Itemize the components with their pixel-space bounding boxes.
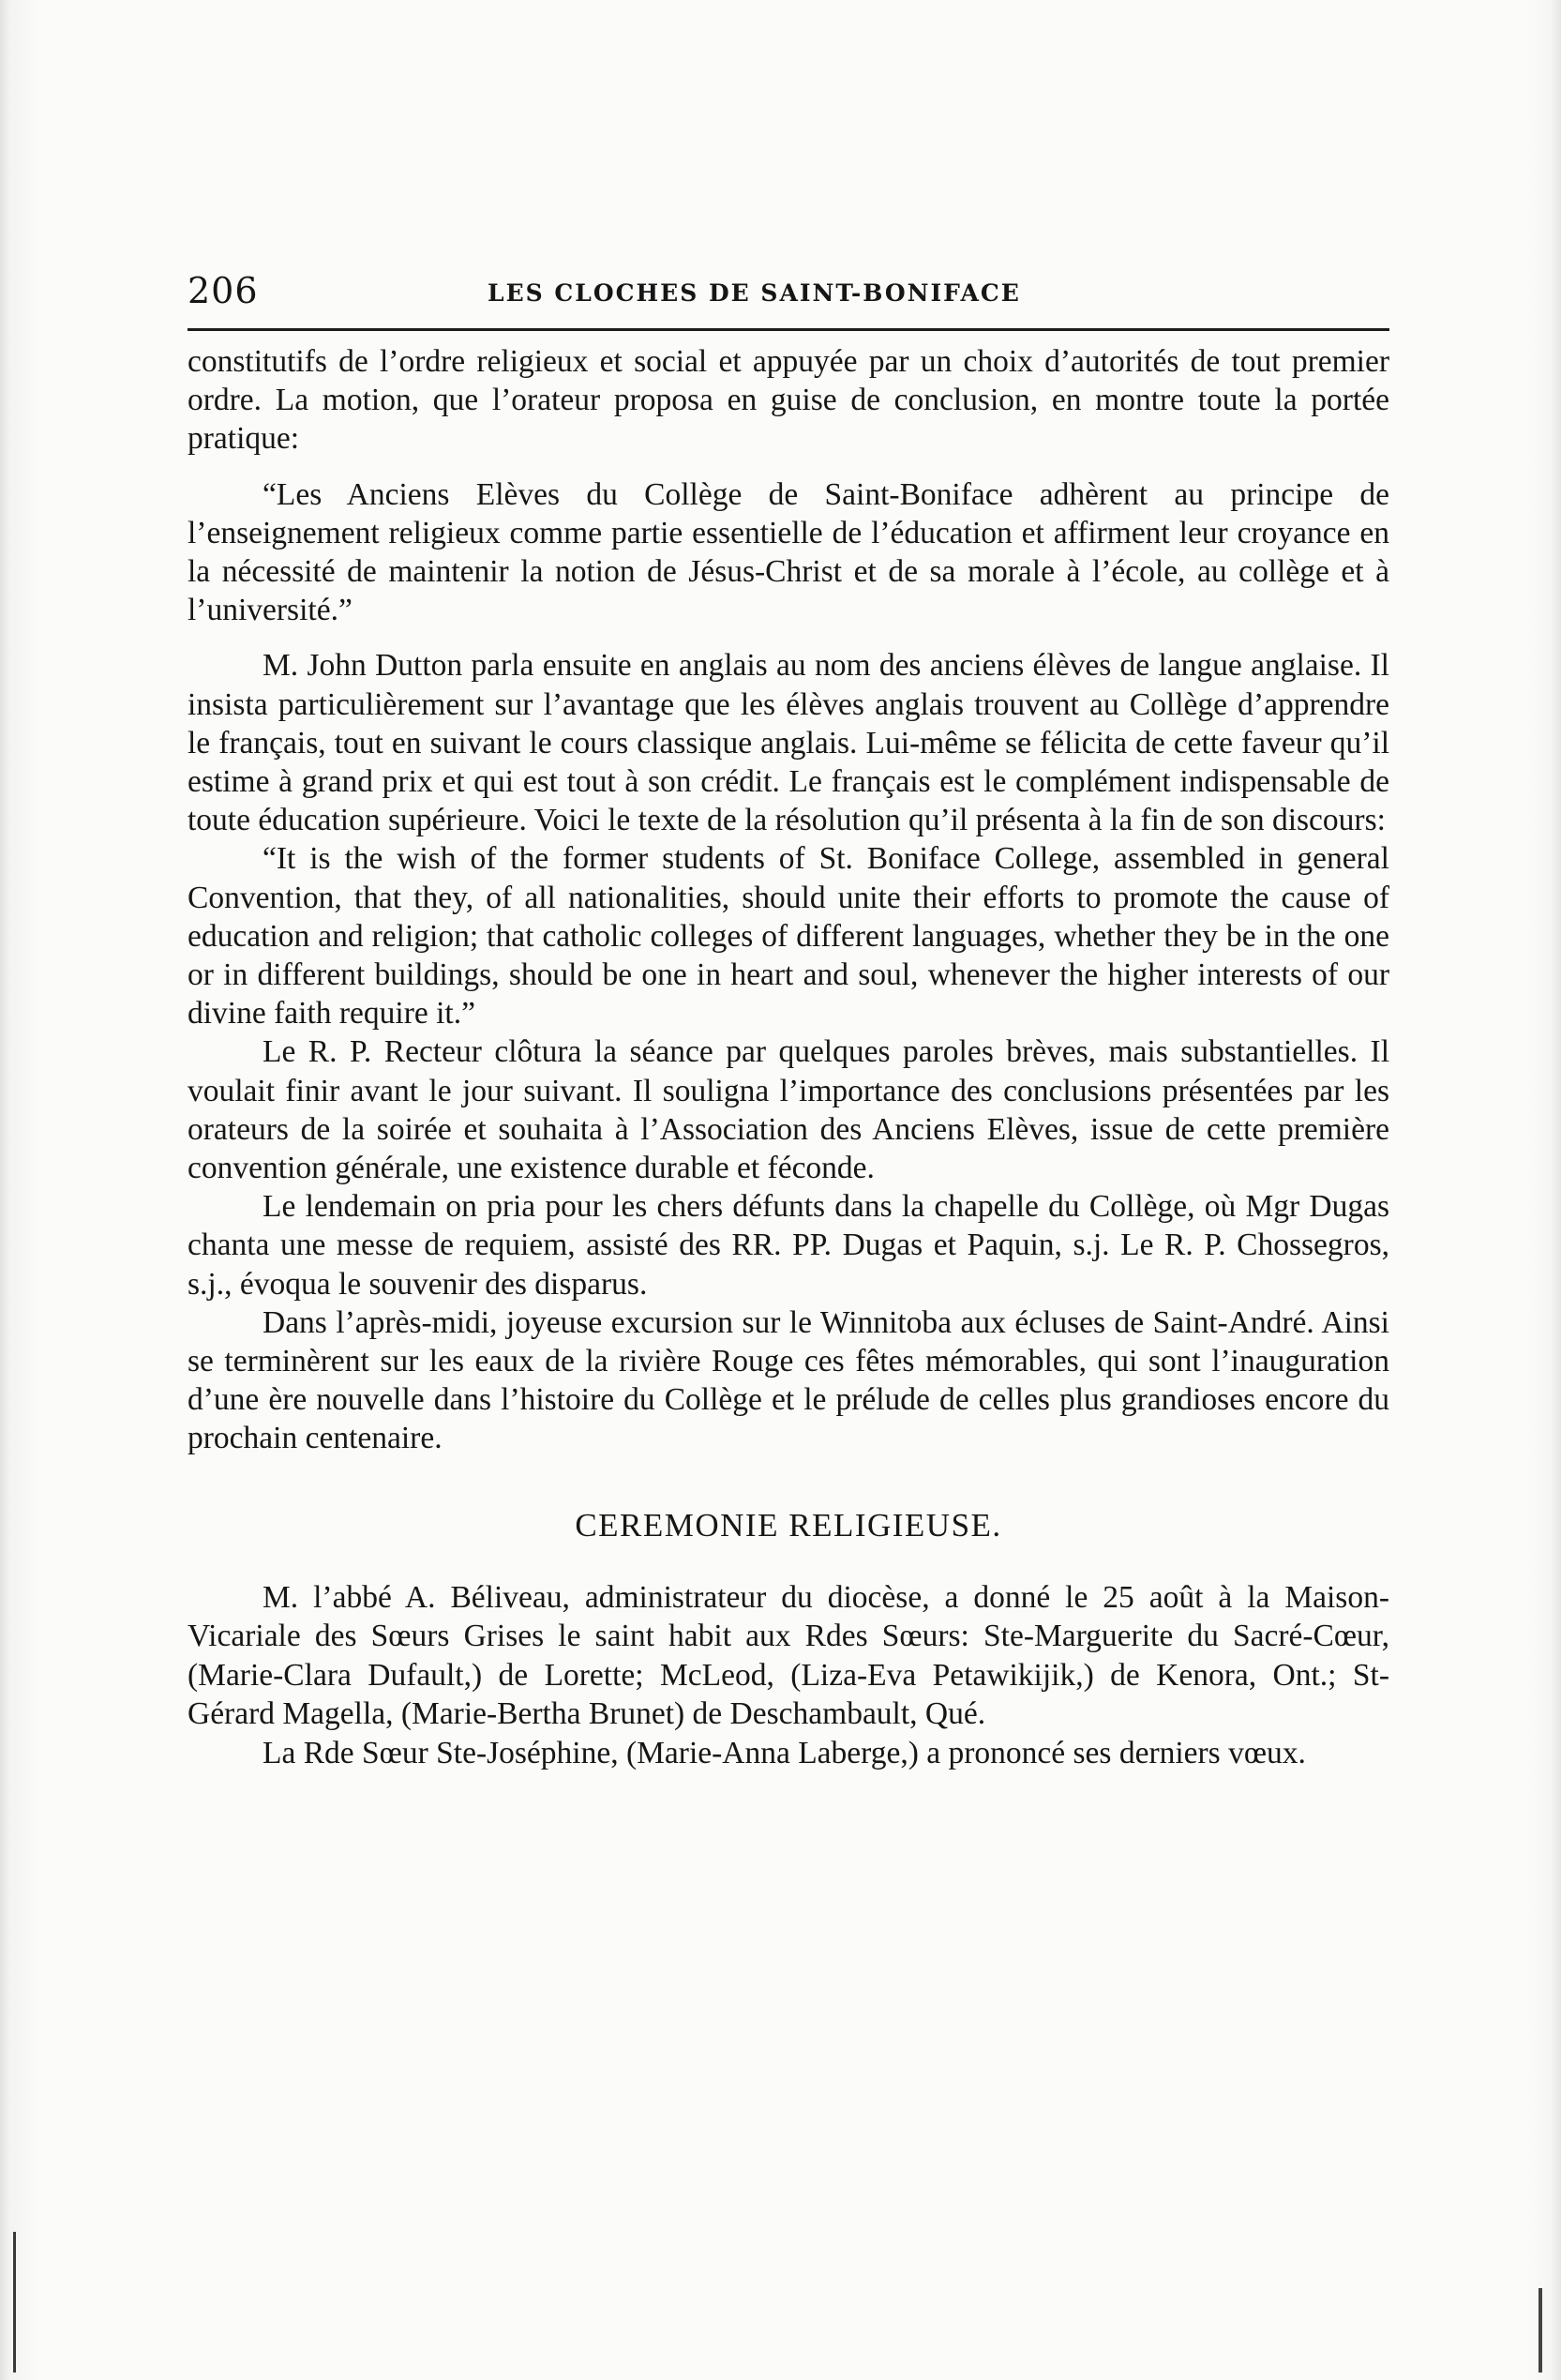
paragraph: M. John Dutton parla ensuite en anglais au nom des anciens élèves de langue anglaise. Il insista particulièrement sur l’avantage que les élèves anglais trouvent au Collège d’apprendre le français, tout en suivant le cours classique anglais. Lui-même se félicita de cette faveur qu’il estime à grand prix et qui est tout à son crédit. Le français est le complément indispensable de toute éducation supérieure. Voici le texte de la résolution qu’il présenta à la fin de son discours: <box>188 648 1389 838</box>
scan-artifact-right <box>1538 2288 1542 2372</box>
section-title: CEREMONIE RELIGIEUSE. <box>575 1506 1002 1544</box>
paragraph: constitutifs de l’ordre religieux et social et appuyée par un choix d’autorités de tout premier ordre. La motion, que l’orateur proposa en guise de conclusion, en montre toute la portée pratique: <box>188 344 1389 457</box>
main-text <box>188 342 1389 1458</box>
page-number: 206 <box>188 270 259 311</box>
book-page <box>188 263 1389 1772</box>
scan-edge-right <box>1519 0 1561 2380</box>
quoted-motion-french: “Les Anciens Elèves du Collège de Saint-Boniface adhèrent au principe de l’enseignement religieux comme partie essentielle de l’éducation et affirment leur croyance en la nécessité de maintenir la notion de Jésus-Christ et de sa morale à l’école, au collège et à l’université.” <box>188 476 1389 628</box>
paragraph: Le R. P. Recteur clôtura la séance par quelques paroles brèves, mais substantielles. Il voulait finir avant le jour suivant. Il souligna l’importance des conclusions présentées par les orateurs de la soirée et souhaita à l’Association des Anciens Elèves, issue de cette première convention générale, une existence durable et féconde. <box>188 1034 1389 1186</box>
section-text <box>188 1578 1389 1773</box>
paragraph: Le lendemain on pria pour les chers défunts dans la chapelle du Collège, où Mgr Dugas chanta une messe de requiem, assisté des RR. PP. Dugas et Paquin, s.j. Le R. P. Chossegros, s.j., évoqua le souvenir des disparus. <box>188 1189 1389 1302</box>
paragraph: Dans l’après-midi, joyeuse excursion sur le Winnitoba aux écluses de Saint-André. Ainsi se terminèrent sur les eaux de la rivière Rouge ces fêtes mémorables, qui sont l’inauguration d’une ère nouvelle dans l’histoire du Collège et le prélude de celles plus grandioses encore du prochain centenaire. <box>188 1304 1389 1456</box>
scan-artifact-left <box>13 2232 16 2372</box>
header-rule <box>188 328 1389 331</box>
quoted-resolution-english: “It is the wish of the former students of St. Boniface College, assembled in general Convention, that they, of all nationalities, should unite their efforts to promote the cause of education and religion; that catholic colleges of different languages, whether they be in the one or in different buildings, should be one in heart and soul, whenever the higher interests of our divine faith require it.” <box>188 841 1389 1032</box>
page-header <box>188 263 1389 319</box>
scan-edge-left <box>0 0 56 2380</box>
paragraph: La Rde Sœur Ste-Joséphine, (Marie-Anna Laberge,) a prononcé ses derniers vœux. <box>263 1735 1306 1770</box>
paragraph: M. l’abbé A. Béliveau, administrateur du diocèse, a donné le 25 août à la Maison-Vicariale des Sœurs Grises le saint habit aux Rdes Sœurs: Ste-Marguerite du Sacré-Cœur, (Marie-Clara Dufault,) de Lorette; McLeod, (Liza-Eva Petawikijik,) de Kenora, Ont.; St-Gérard Magella, (Marie-Bertha Brunet) de Deschambault, Qué. <box>188 1579 1389 1732</box>
running-title: LES CLOCHES DE SAINT-BONIFACE <box>488 279 1021 307</box>
